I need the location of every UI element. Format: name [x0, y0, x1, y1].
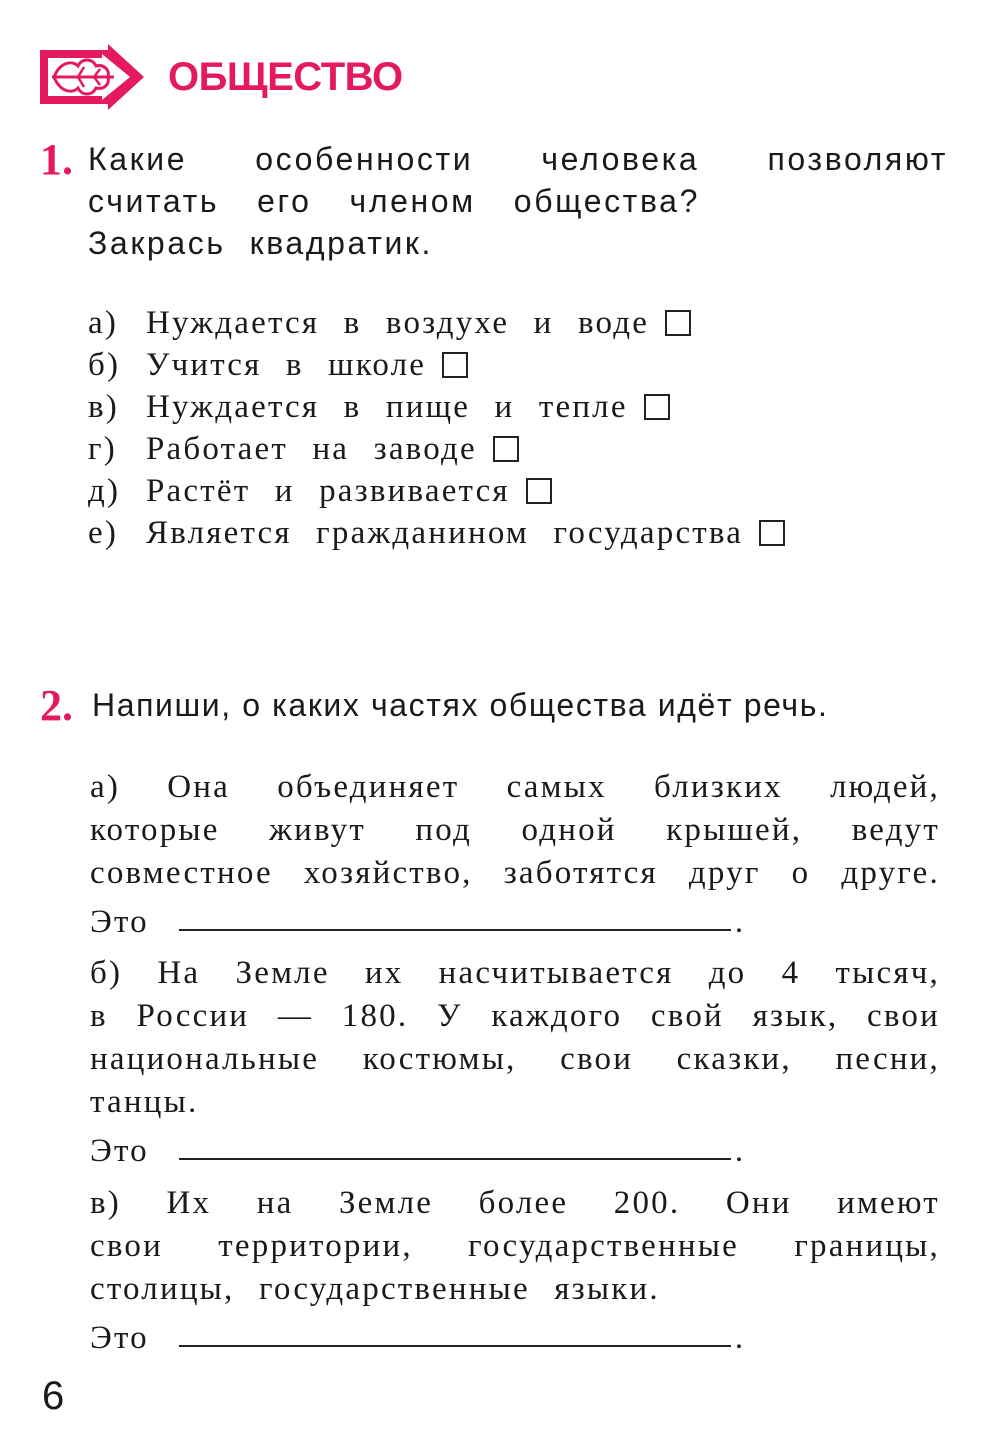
question-1-number: 1.: [40, 135, 73, 184]
paragraph-line: а) Она объединяет самых близких людей,: [90, 769, 940, 805]
option-item: [88, 428, 785, 470]
question-1-options: [88, 302, 785, 554]
option-text: Растёт и развивается: [146, 472, 510, 509]
paragraph-line: в) Их на Земле более 200. Они имеют: [90, 1185, 940, 1221]
paragraph-line: национальные костюмы, свои сказки, песни,: [90, 1041, 940, 1077]
question-2-prompt: Напиши, о каких частях общества идёт речь.: [92, 687, 829, 723]
paragraph-line: свои территории, государственные границы,: [90, 1228, 940, 1264]
paragraph-line: б) На Земле их насчитывается до 4 тысяч,: [90, 955, 940, 991]
answer-period: .: [734, 904, 746, 940]
question-2-item-c: [90, 1182, 940, 1357]
option-text: Работает на заводе: [146, 430, 477, 467]
option-item: [88, 344, 785, 386]
page-number: 6: [42, 1374, 65, 1418]
option-item: [88, 470, 785, 512]
option-letter: в): [88, 388, 119, 425]
question-2-item-b: [90, 952, 940, 1170]
answer-label: Это: [90, 1133, 149, 1169]
option-checkbox[interactable]: [644, 394, 670, 420]
section-title: ОБЩЕСТВО: [168, 54, 403, 99]
question-2-number: 2.: [40, 681, 73, 730]
option-item: [88, 386, 785, 428]
option-letter: е): [88, 514, 119, 551]
question-2-item-a: [90, 766, 940, 941]
question-1-line: Закрась квадратик.: [88, 225, 434, 261]
option-checkbox[interactable]: [759, 520, 785, 546]
option-letter: д): [88, 472, 121, 509]
option-item: [88, 512, 785, 554]
option-letter: б): [88, 346, 121, 383]
question-1-line: считать его членом общества?: [88, 183, 700, 219]
option-text: Является гражданином государства: [146, 514, 744, 551]
answer-label: Это: [90, 904, 149, 940]
answer-blank[interactable]: [179, 929, 731, 931]
oak-leaf-arrow-icon: [38, 44, 146, 110]
option-text: Нуждается в воздухе и воде: [146, 304, 650, 341]
option-text: Нуждается в пище и тепле: [146, 388, 628, 425]
paragraph-line: которые живут под одной крышей, ведут: [90, 812, 940, 848]
answer-period: .: [734, 1133, 746, 1169]
paragraph-line: танцы.: [90, 1084, 199, 1120]
paragraph-line: совместное хозяйство, заботятся друг о друге.: [90, 855, 940, 891]
answer-blank[interactable]: [179, 1345, 731, 1347]
option-checkbox[interactable]: [526, 478, 552, 504]
answer-line: [90, 1311, 940, 1357]
option-letter: а): [88, 304, 119, 341]
paragraph-line: в России — 180. У каждого свой язык, свои: [90, 998, 940, 1034]
section-header: [38, 42, 403, 112]
option-item: [88, 302, 785, 344]
answer-label: Это: [90, 1320, 149, 1356]
option-text: Учится в школе: [146, 346, 427, 383]
option-checkbox[interactable]: [665, 310, 691, 336]
answer-period: .: [734, 1320, 746, 1356]
question-1-text: [88, 138, 948, 264]
answer-line: [90, 1124, 940, 1170]
option-letter: г): [88, 430, 117, 467]
option-checkbox[interactable]: [442, 352, 468, 378]
paragraph-line: столицы, государственные языки.: [90, 1271, 660, 1307]
option-checkbox[interactable]: [493, 436, 519, 462]
question-1-line: Какие особенности человека позволяют: [88, 141, 948, 177]
answer-line: [90, 895, 940, 941]
answer-blank[interactable]: [179, 1158, 731, 1160]
